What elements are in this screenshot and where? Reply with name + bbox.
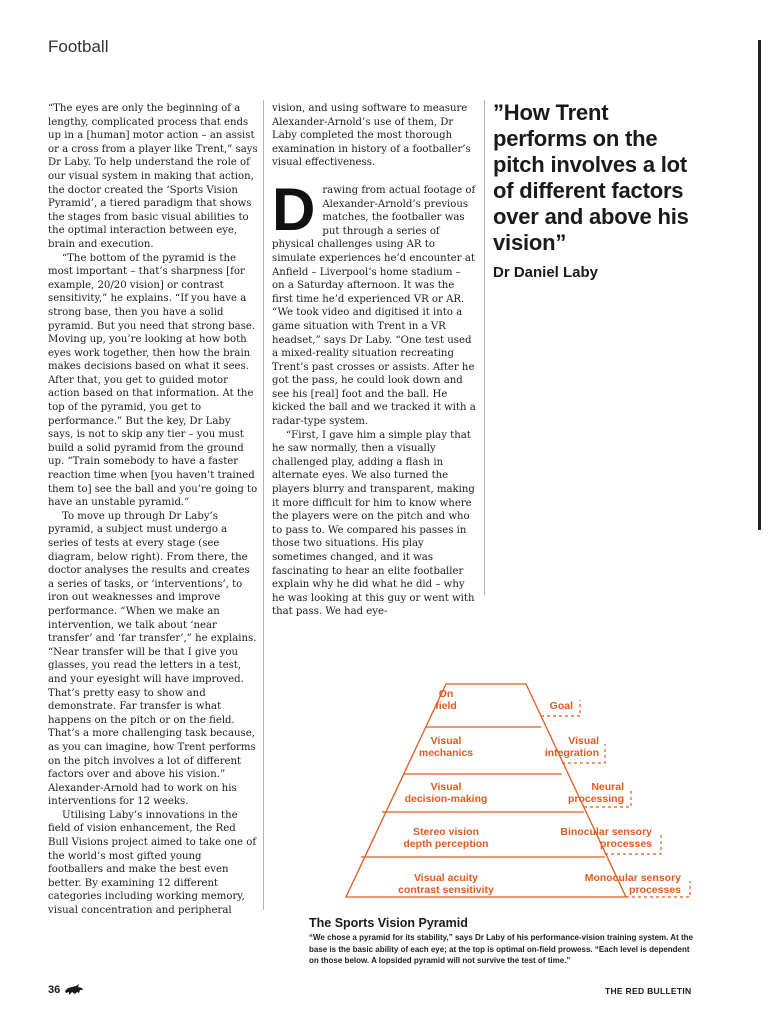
column-divider <box>263 100 264 910</box>
pyramid-left-label: Visual <box>430 781 462 793</box>
article-column-2 <box>272 102 476 619</box>
diagram-caption-title: The Sports Vision Pyramid <box>309 916 468 930</box>
pyramid-left-label: contrast sensitivity <box>398 884 494 896</box>
column-divider <box>484 100 485 595</box>
pyramid-left-label: Stereo vision <box>413 826 479 838</box>
pyramid-left-label: decision-making <box>404 793 488 805</box>
pyramid-left-label: field <box>435 700 457 712</box>
pyramid-left-label: mechanics <box>418 747 474 759</box>
bull-logo-icon <box>64 984 84 996</box>
pyramid-right-label: Goal <box>549 700 573 712</box>
publication-name: THE RED BULLETIN <box>605 986 692 996</box>
page-number: 36 <box>48 984 61 996</box>
body-paragraph-dropcap <box>272 175 476 429</box>
pyramid-right-label: Binocular sensory <box>560 826 652 838</box>
pull-quote-attribution: Dr Daniel Laby <box>493 264 599 281</box>
pyramid-right-label: processes <box>600 838 652 850</box>
body-paragraph: Utilising Laby’s innovations in the field of vision enhancement, the Red Bull Visions project aimed to take one of the world’s most gifted young footballers and make the best even better. By examining 12 different categories including working memory, visual concentration and peripheral <box>48 809 257 917</box>
body-paragraph: “First, I gave him a simple play that he saw normally, then a visually challenged play, adding a flash in alternate eyes. We also turned the players blurry and transparent, making it more difficult for him to know where the players were on the pitch and who to pass to. We compared his passes in those two situations. His play sometimes changed, and it was fascinating to hear an elite footballer explain why he did what he did – why he was looking at this guy or went with that pass. We had eye- <box>272 429 475 618</box>
pyramid-left-label: On <box>438 688 454 700</box>
pyramid-right-label: integration <box>544 747 599 759</box>
diagram-caption-text: “We chose a pyramid for its stability,” says Dr Laby of his performance-vision training system. At the base is the basic ability of each eye; at the top is optimal on-field prowess. “Each level is dependent on those below. A lopsided pyramid will not survive the test of time.” <box>309 933 693 965</box>
body-paragraph: “The bottom of the pyramid is the most important – that’s sharpness [for example, 20/20 vision] or contrast sensitivity,” he explains. “If you have a strong base, then you have a solid pyramid. But you need that strong base. Moving up, you’re looking at how both eyes work together, then how the brain makes decisions based on what it sees. After that, you get to guided motor action based on that information. At the top of the pyramid, you get to performance.” But the key, Dr Laby says, is not to skip any tier – you must build a solid pyramid from the ground up. “Train somebody to have a faster reaction time when [you haven’t trained them to] see the ball and you’re going to have an unstable pyramid.” <box>48 252 258 509</box>
pyramid-right-label: Neural <box>591 781 624 793</box>
pyramid-right-label: processes <box>629 884 681 896</box>
pyramid-right-label: Visual <box>568 735 599 747</box>
sports-vision-pyramid-diagram <box>300 670 700 906</box>
drop-cap: D <box>272 175 316 243</box>
dropcap-paragraph-text: rawing from actual footage of Alexander-Arnold’s previous matches, the footballer was put through a series of physical challenges using AR to simulate experiences he’d encounter at Anfield – Liverpool’s home stadium – on a Saturday afternoon. It was the first time he’d experienced VR or AR. “We took video and digitised it into a game situation with Trent in a VR headset,” says Dr Laby. “One test used a mixed-reality situation recreating Trent’s past crosses or assists. After he got the pass, he could look down and see his [real] foot and the ball. He kicked the ball and we tracked it with a radar-type system. <box>272 184 476 428</box>
pull-quote: ”How Trent performs on the pitch involves a lot of different factors over and above his vision” <box>493 100 689 255</box>
article-column-1 <box>48 102 258 918</box>
body-paragraph: vision, and using software to measure Alexander-Arnold’s use of them, Dr Laby completed the most thorough examination in history of a footballer’s visual effectiveness. <box>272 103 471 169</box>
pyramid-left-label: depth perception <box>403 838 489 850</box>
section-title: Football <box>48 37 109 56</box>
pyramid-left-label: Visual <box>430 735 462 747</box>
body-paragraph: “The eyes are only the beginning of a lengthy, complicated process that ends up in a [human] motor action – an assist or a cross from a player like Trent,” says Dr Laby. To help understand the role of our visual system in making that action, the doctor created the ‘Sports Vision Pyramid’, a tiered paradigm that shows the stages from basic visual abilities to the optimal interaction between eye, brain and execution. <box>48 103 258 250</box>
pyramid-left-label: Visual acuity <box>413 872 479 884</box>
pyramid-outline <box>346 684 626 897</box>
body-paragraph: To move up through Dr Laby’s pyramid, a subject must undergo a series of tests at every stage (see diagram, below right). From there, the doctor analyses the results and creates a series of tasks, or ‘interventions’, to iron out weaknesses and improve performance. “When we make an intervention, we talk about ‘near transfer’ and ‘far transfer’,” he explains. “Near transfer will be that I give you glasses, you read the letters in a test, and your eyesight will have improved. That’s pretty easy to show and demonstrate. Far transfer is what happens on the pitch or on the field. That’s a more challenging task because, as you can imagine, how Trent performs on the pitch involves a lot of different factors over and above his vision.” Alexander-Arnold had to work on his interventions for 12 weeks. <box>48 510 257 808</box>
pyramid-right-label: Monocular sensory <box>584 872 681 884</box>
pyramid-right-label: processing <box>567 793 624 805</box>
page-edge-bar <box>758 40 761 530</box>
